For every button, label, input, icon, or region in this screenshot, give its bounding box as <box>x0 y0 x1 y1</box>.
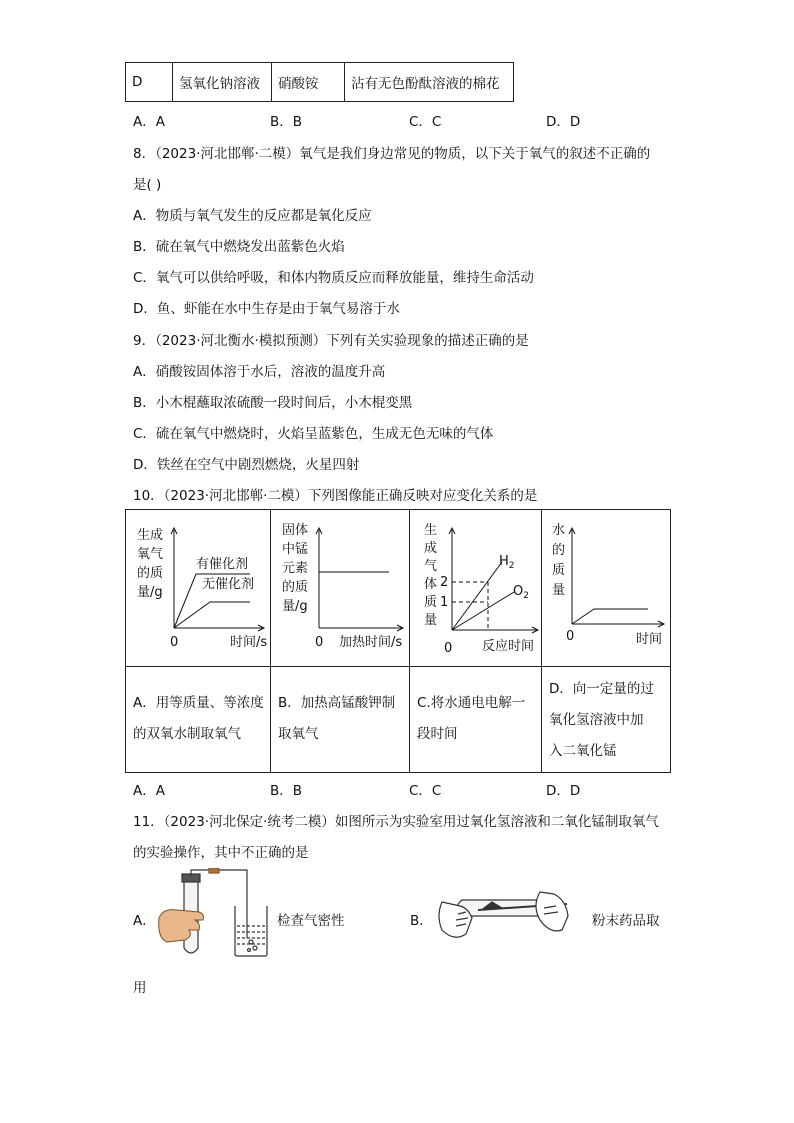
ylabel-line: 成 <box>424 541 438 556</box>
ylabel-line: 水 <box>552 523 566 538</box>
ylabel-line: 质 <box>552 563 566 578</box>
table-row <box>126 63 514 102</box>
ylabel-line: 的质 <box>137 566 164 581</box>
tick-label: 2 <box>440 575 449 590</box>
q11-option-b-text: 粉末药品取 <box>592 913 660 929</box>
q11-option-a-label: A． <box>133 913 156 929</box>
curve-no-catalyst <box>174 602 250 628</box>
q8-option-c: C．氧气可以供给呼吸，和体内物质反应而释放能量，维持生命活动 <box>133 270 534 286</box>
caption-a: A．用等质量、等浓度 的双氧水制取氧气 <box>133 695 264 742</box>
ylabel-line: 量 <box>552 583 566 598</box>
caption-d: D．向一定量的过 氧化氢溶液中加 入二氧化锰 <box>549 681 654 759</box>
option-a: A．A <box>133 783 165 799</box>
q9-stem: 9．（2023·河北衡水·模拟预测）下列有关实验现象的描述正确的是 <box>133 333 529 349</box>
ylabel-line: 质 <box>424 595 438 610</box>
q9-option-a: A．硝酸铵固体溶于水后，溶液的温度升高 <box>133 364 386 380</box>
option-a: A．A <box>133 114 165 130</box>
q8-option-d: D．鱼、虾能在水中生存是由于氧气易溶于水 <box>133 301 400 317</box>
q11-stem: 11．（2023·河北保定·统考二模）如图所示为实验室用过氧化氢溶液和二氧化锰制取氧气 <box>133 814 659 830</box>
graph-b <box>271 510 409 666</box>
xlabel: 时间/s <box>230 635 268 650</box>
option-d: D．D <box>546 783 581 799</box>
option-b: B．B <box>270 114 303 130</box>
q8-option-b: B．硫在氧气中燃烧发出蓝紫色火焰 <box>133 239 345 255</box>
q11-option-b-label: B． <box>410 913 433 929</box>
table-cell: 硝酸铵 <box>272 63 345 102</box>
xlabel: 加热时间/s <box>339 635 403 650</box>
origin-label: 0 <box>315 635 324 650</box>
q9-option-d: D．铁丝在空气中剧烈燃烧，火星四射 <box>133 457 360 473</box>
caption-b: B．加热高锰酸钾制 取氧气 <box>278 695 396 742</box>
origin-label: 0 <box>566 629 575 644</box>
q11-option-a-text: 检查气密性 <box>277 913 345 929</box>
powder-sampling-illustration <box>432 872 572 952</box>
airtightness-check-illustration <box>155 868 275 960</box>
graph-c <box>410 510 541 666</box>
ylabel-line: 的质 <box>282 580 309 595</box>
h2-label: H <box>499 554 509 569</box>
origin-label: 0 <box>444 641 453 656</box>
q11-option-b-text-cont: 用 <box>133 980 147 996</box>
origin-label: 0 <box>170 635 179 650</box>
ylabel-line: 量/g <box>282 599 308 614</box>
o2-label: O <box>513 584 524 599</box>
ylabel-line: 生成 <box>137 528 164 543</box>
option-b: B．B <box>270 783 303 799</box>
curve-water-mass <box>572 609 648 624</box>
option-c: C．C <box>409 783 442 799</box>
h2-subscript: 2 <box>508 561 515 571</box>
svg-text:O2 <box>513 584 529 601</box>
xlabel: 反应时间 <box>482 639 535 654</box>
option-c: C．C <box>409 114 442 130</box>
q8-option-a: A．物质与氧气发生的反应都是氧化反应 <box>133 208 372 224</box>
q8-stem-cont: 是( ) <box>133 177 162 193</box>
table-cell: 沾有无色酚酞溶液的棉花 <box>345 63 514 102</box>
q11-stem-cont: 的实验操作，其中不正确的是 <box>133 845 309 861</box>
q9-option-b: B．小木棍蘸取浓硫酸一段时间后，小木棍变黑 <box>133 395 413 411</box>
line-label: 有催化剂 <box>196 557 249 572</box>
ylabel-line: 量/g <box>137 585 163 600</box>
line-label: 无催化剂 <box>202 577 255 592</box>
ylabel-line: 元素 <box>282 561 309 576</box>
ylabel-line: 量 <box>424 613 438 628</box>
o2-subscript: 2 <box>523 591 529 601</box>
ylabel-line: 的 <box>552 543 566 558</box>
q10-graph-table <box>125 509 671 773</box>
answer-table <box>125 62 514 102</box>
ylabel-line: 中锰 <box>282 542 309 557</box>
graph-a <box>126 510 270 666</box>
ylabel-line: 固体 <box>282 523 309 538</box>
ylabel-line: 氧气 <box>137 547 164 562</box>
q8-stem: 8．（2023·河北邯郸·二模）氧气是我们身边常见的物质，以下关于氧气的叙述不正确的 <box>133 146 651 162</box>
ylabel-line: 生 <box>424 523 438 538</box>
ylabel-line: 气 <box>424 559 438 574</box>
curve-h2 <box>452 562 502 630</box>
q9-option-c: C．硫在氧气中燃烧时，火焰呈蓝紫色，生成无色无味的气体 <box>133 426 494 442</box>
table-cell: 氢氧化钠溶液 <box>173 63 272 102</box>
graph-d <box>542 510 670 666</box>
option-d: D．D <box>546 114 581 130</box>
tick-label: 1 <box>440 595 449 610</box>
xlabel: 时间 <box>636 632 663 647</box>
curve-o2 <box>452 592 514 630</box>
q10-stem: 10．（2023·河北邯郸·二模）下列图像能正确反映对应变化关系的是 <box>133 488 538 504</box>
ylabel-line: 体 <box>424 577 438 592</box>
caption-c: C.将水通电电解一 段时间 <box>417 695 526 742</box>
table-cell: D <box>126 63 173 102</box>
